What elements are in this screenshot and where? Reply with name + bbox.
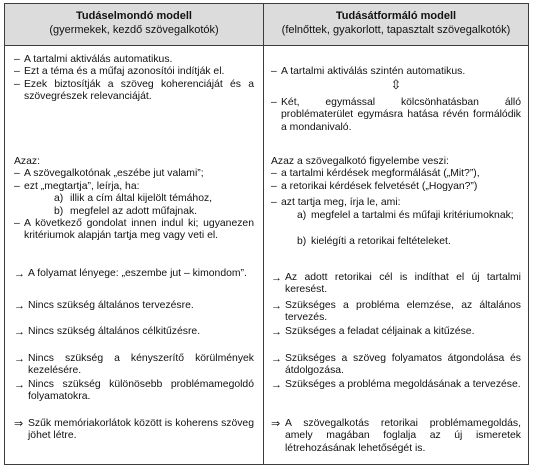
double-arrow-icon: ⇒: [271, 418, 281, 430]
right-arrow-icon: →: [271, 379, 282, 391]
list-item-text: Ezt a téma és a műfaj azonosítói indítják el.: [24, 66, 225, 77]
list-item: [14, 66, 254, 78]
double-arrow-icon: ⇒: [14, 418, 24, 430]
table-header: [5, 4, 528, 46]
arrow-item-text: Az adott retorikai cél is indíthat el új tartalmi keresést.: [285, 272, 521, 296]
right-header: [264, 9, 528, 37]
sub-item-text: illik a cím által kijelölt témához,: [70, 193, 213, 204]
list-item-text: A következő gondolat innen indul ki; ugyanezen kritériumok alapján tartja meg vagy veti el.: [24, 218, 254, 242]
dash-bullet: –: [14, 181, 20, 192]
list-item-text: A tartalmi aktiválás automatikus.: [24, 54, 173, 65]
conclusion-text: Szűk memóriakorlátok között is koherens szöveg jöhet létre.: [28, 418, 254, 442]
arrow-item-text: Szükséges a probléma megoldásának a tervezése.: [285, 379, 521, 390]
arrow-item-text: A folyamat lényege: „eszembe jut – kimondom”.: [28, 268, 247, 279]
dash-bullet: –: [271, 66, 277, 77]
conclusion-text: A szövegalkotás retorikai problémamegoldás, amely magában foglalja az új ismeretek létrehozásának lehetőségét is.: [285, 418, 521, 454]
list-item: [14, 54, 254, 66]
list-item: [271, 197, 521, 209]
arrow-item: [271, 272, 521, 297]
arrow-item: [271, 353, 521, 378]
arrow-item-text: Szükséges a szöveg folyamatos átgondolása és átdolgozása.: [285, 353, 521, 377]
dash-bullet: –: [14, 54, 20, 65]
dash-bullet: –: [271, 181, 277, 192]
sub-item: [271, 210, 521, 222]
azaz-label: Azaz:: [14, 156, 40, 167]
conclusion-item: [271, 418, 521, 455]
sub-item-marker: a): [54, 193, 64, 204]
list-item: [271, 97, 521, 134]
list-item-text: A tartalmi aktiválás szintén automatikus.: [281, 66, 466, 77]
sub-item-marker: b): [297, 236, 307, 247]
arrow-item-text: Szükséges a probléma elemzése, az általános tervezés.: [285, 300, 521, 324]
arrow-item-text: Nincs szükség a kényszerítő körülmények kezelésére.: [28, 353, 254, 377]
dash-bullet: –: [271, 197, 277, 208]
list-item: [14, 218, 254, 243]
arrow-item-text: Nincs szükség általános célkitűzésre.: [28, 326, 201, 337]
sub-item: [14, 193, 254, 205]
list-item: [271, 168, 521, 180]
dash-bullet: –: [14, 168, 20, 179]
arrow-item-text: Szükséges a feladat céljainak a kitűzése.: [285, 326, 475, 337]
arrow-item: [14, 353, 254, 378]
right-arrow-icon: →: [14, 326, 25, 338]
up-down-arrow-icon: ⇳: [390, 77, 402, 92]
conclusion-item: [14, 418, 254, 443]
right-arrow-icon: →: [14, 300, 25, 312]
list-item: [14, 168, 254, 180]
left-subtitle: (gyermekek, kezdő szövegalkotók): [49, 24, 219, 36]
arrow-item: [271, 300, 521, 325]
dash-bullet: –: [271, 168, 277, 179]
azaz-label: Azaz a szövegalkotó figyelembe veszi:: [271, 156, 449, 167]
arrow-item: [14, 300, 254, 312]
sub-item: [271, 236, 521, 248]
arrow-item: [14, 379, 254, 404]
arrow-item-text: Nincs szükség különösebb problémamegoldó folyamatokra.: [28, 379, 254, 403]
list-item-text: ezt „megtartja”, leírja, ha:: [24, 181, 140, 192]
right-title: Tudásátformáló modell: [335, 10, 457, 22]
sub-item-marker: b): [54, 206, 64, 217]
list-item-text: Ezek biztosítják a szöveg koherenciáját és a szövegrészek relevanciáját.: [24, 79, 254, 103]
right-subtitle: (felnőttek, gyakorlott, tapasztalt szövegalkotók): [281, 24, 511, 36]
left-header: [5, 9, 263, 37]
right-arrow-icon: →: [271, 300, 282, 312]
list-item-text: a retorikai kérdések felvetését („Hogyan?”): [281, 181, 478, 192]
right-arrow-icon: →: [14, 353, 25, 365]
left-title: Tudáselmondó modell: [76, 10, 192, 22]
right-arrow-icon: →: [14, 379, 25, 391]
arrow-item: [271, 326, 521, 338]
sub-item: [14, 206, 254, 218]
list-item-text: Két, egymással kölcsönhatásban álló problématerület egymásra hatása révén formálódik a mondanivaló.: [281, 97, 521, 133]
dash-bullet: –: [14, 79, 20, 90]
comparison-table: [4, 3, 529, 465]
list-item-text: A szövegalkotónak „eszébe jut valami”;: [24, 168, 204, 179]
list-item: [271, 181, 521, 193]
right-arrow-icon: →: [271, 353, 282, 365]
column-divider: [263, 4, 264, 464]
arrow-item-text: Nincs szükség általános tervezésre.: [28, 300, 194, 311]
list-item-text: azt tartja meg, írja le, ami:: [281, 197, 401, 208]
list-item: [14, 79, 254, 104]
sub-item-marker: a): [297, 210, 307, 221]
arrow-item: [14, 326, 254, 338]
dash-bullet: –: [14, 218, 20, 229]
dash-bullet: –: [271, 97, 277, 108]
sub-item-text: megfelel a tartalmi és műfaji kritériumoknak;: [311, 210, 514, 221]
arrow-item: [14, 268, 254, 280]
list-item: [14, 181, 254, 193]
sub-item-text: kielégíti a retorikai feltételeket.: [311, 236, 451, 247]
list-item-text: a tartalmi kérdések megformálását („Mit?”),: [281, 168, 480, 179]
sub-item-text: megfelel az adott műfajnak.: [70, 206, 198, 217]
right-arrow-icon: →: [14, 268, 25, 280]
right-arrow-icon: →: [271, 272, 282, 284]
arrow-item: [271, 379, 521, 391]
right-arrow-icon: →: [271, 326, 282, 338]
dash-bullet: –: [14, 66, 20, 77]
